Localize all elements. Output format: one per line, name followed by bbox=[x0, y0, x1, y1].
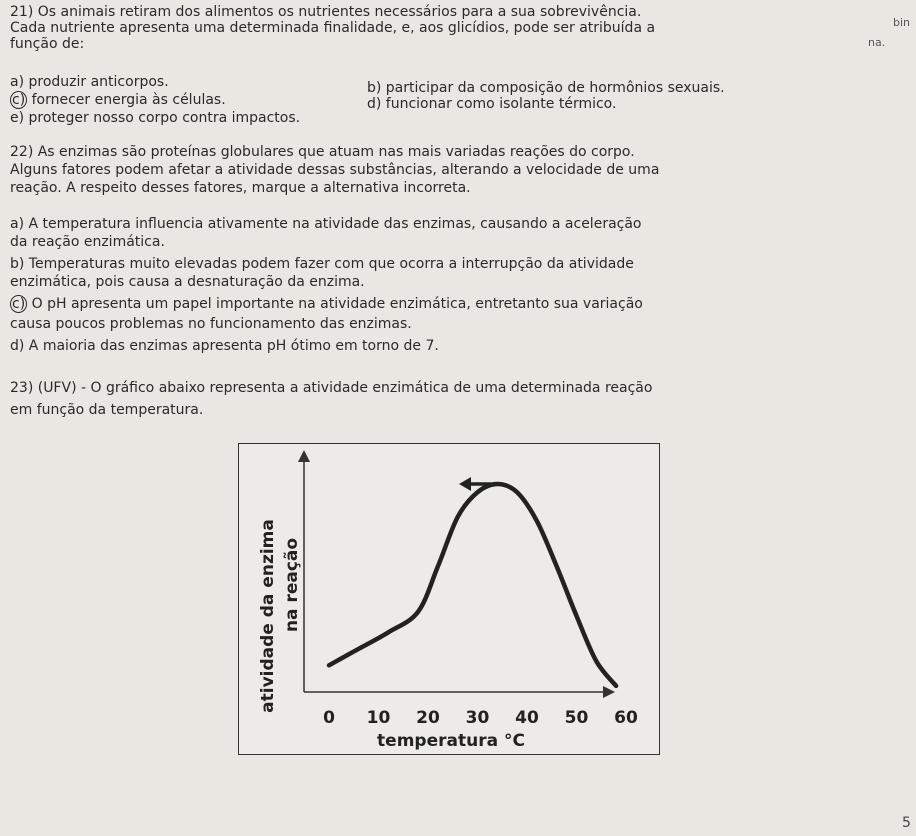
q21-option-d: d) funcionar como isolante térmico. bbox=[367, 96, 617, 112]
q22-option-b-line1: b) Temperaturas muito elevadas podem fazer com que ocorra a interrupção da atividade bbox=[10, 256, 634, 272]
y-axis-label-1: atividade da enzima bbox=[258, 519, 278, 713]
x-tick-label-60: 60 bbox=[614, 708, 638, 728]
x-tick-label-20: 20 bbox=[416, 708, 440, 728]
x-tick-label-10: 10 bbox=[366, 708, 391, 728]
y-axis-label-2: na reação bbox=[282, 537, 302, 633]
x-tick-labels bbox=[323, 708, 638, 728]
q22-option-c-text: O pH apresenta um papel importante na atividade enzimática, entretanto sua variação bbox=[27, 296, 643, 312]
x-tick-label-50: 50 bbox=[564, 708, 589, 728]
q22-option-c-line2: causa poucos problemas no funcionamento das enzimas. bbox=[10, 316, 412, 332]
q23-stem-line2: em função da temperatura. bbox=[10, 402, 204, 418]
x-tick-label-30: 30 bbox=[465, 708, 490, 728]
margin-note-2: na. bbox=[868, 36, 886, 49]
q22-option-d: d) A maioria das enzimas apresenta pH ótimo em torno de 7. bbox=[10, 338, 439, 354]
activity-curve bbox=[329, 484, 616, 686]
page-number: 5 bbox=[902, 815, 911, 831]
q21-option-b: b) participar da composição de hormônios sexuais. bbox=[367, 80, 725, 96]
q21-stem-line2: Cada nutriente apresenta uma determinada finalidade, e, aos glicídios, pode ser atribuída a bbox=[10, 20, 656, 36]
q21-option-c bbox=[10, 92, 226, 108]
q21-option-e: e) proteger nosso corpo contra impactos. bbox=[10, 110, 301, 126]
q21-option-c-text: fornecer energia às células. bbox=[27, 92, 226, 108]
x-axis-label: temperatura °C bbox=[377, 731, 525, 751]
q21-option-c-circled-letter: c) bbox=[12, 92, 26, 108]
x-tick-label-0: 0 bbox=[323, 708, 335, 728]
enzyme-activity-chart bbox=[238, 443, 660, 755]
q21-stem-line1: 21) Os animais retiram dos alimentos os nutrientes necessários para a sua sobrevivência. bbox=[10, 4, 642, 20]
x-tick-label-40: 40 bbox=[515, 708, 539, 728]
chart-svg bbox=[239, 444, 659, 754]
q22-stem-line1: 22) As enzimas são proteínas globulares que atuam nas mais variadas reações do corpo. bbox=[10, 144, 635, 160]
q22-option-a-line2: da reação enzimática. bbox=[10, 234, 165, 250]
margin-note-1: bin bbox=[893, 16, 911, 29]
q21-stem-line3: função de: bbox=[10, 36, 85, 52]
q22-stem-line3: reação. A respeito desses fatores, marque a alternativa incorreta. bbox=[10, 180, 471, 196]
q22-option-c-line1 bbox=[10, 296, 643, 312]
q21-option-a: a) produzir anticorpos. bbox=[10, 74, 169, 90]
q22-stem-line2: Alguns fatores podem afetar a atividade dessas substâncias, alterando a velocidade de uma bbox=[10, 162, 660, 178]
q22-option-a-line1: a) A temperatura influencia ativamente na atividade das enzimas, causando a aceleração bbox=[10, 216, 642, 232]
q22-option-b-line2: enzimática, pois causa a desnaturação da enzima. bbox=[10, 274, 365, 290]
q23-stem-line1: 23) (UFV) - O gráfico abaixo representa a atividade enzimática de uma determinada reação bbox=[10, 380, 653, 396]
q22-option-c-circled-letter: c) bbox=[12, 296, 26, 312]
